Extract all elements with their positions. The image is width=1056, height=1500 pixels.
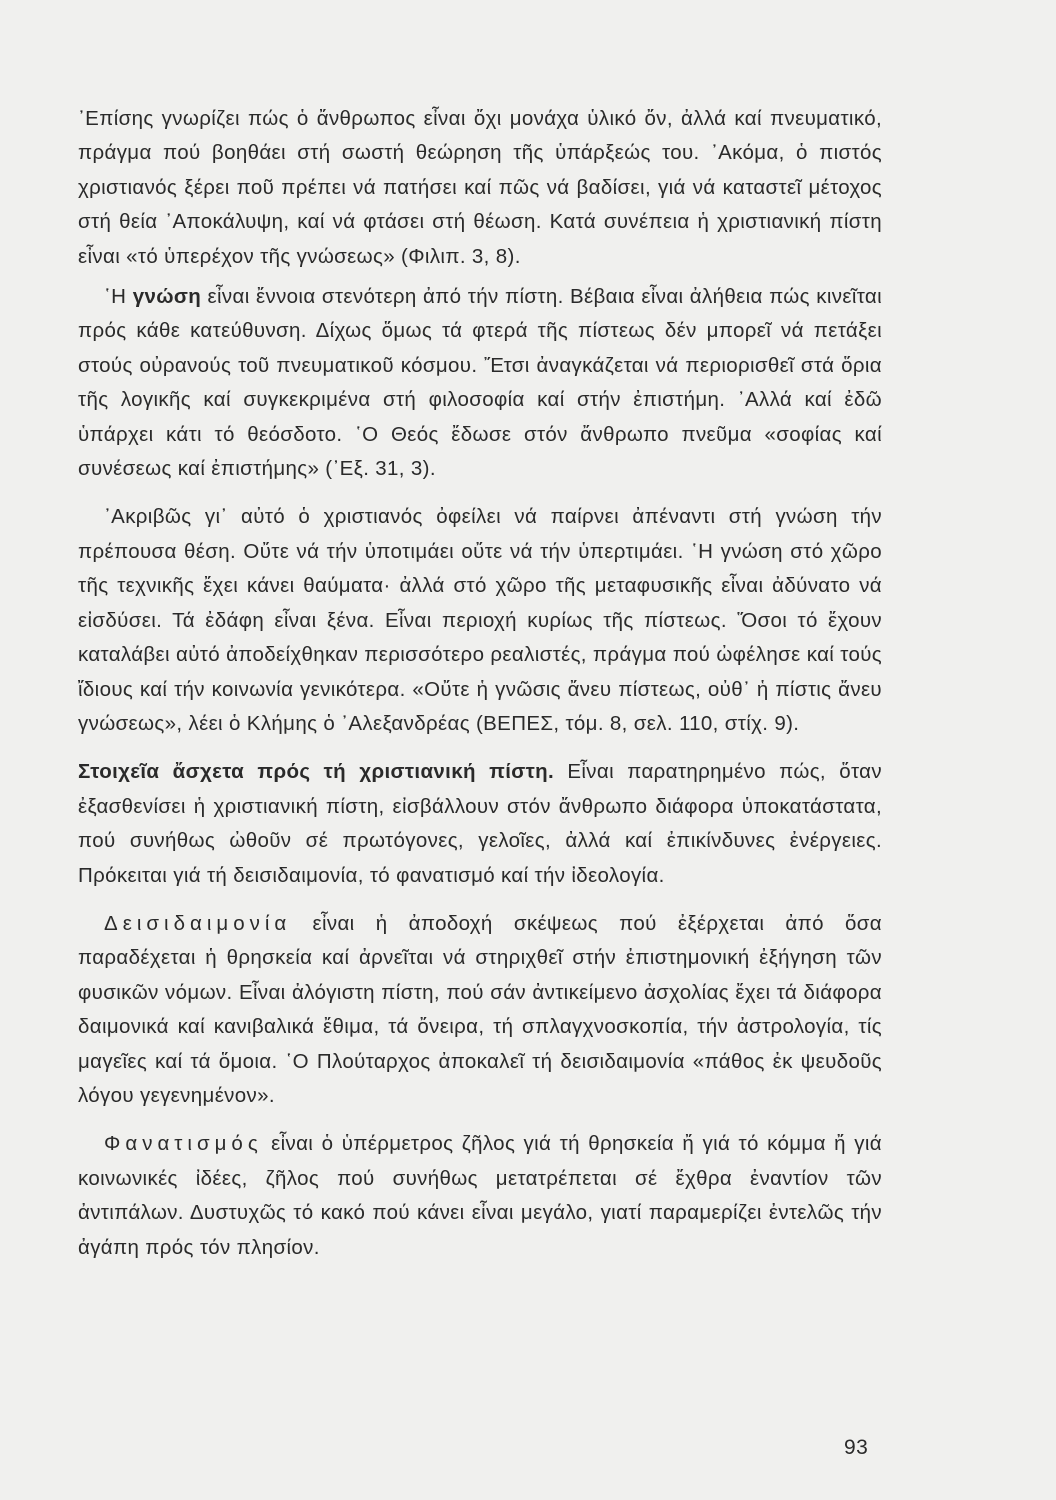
page-number: 93	[844, 1436, 869, 1459]
paragraph-2	[78, 280, 882, 486]
paragraph-5-text: εἶναι ἡ ἀποδοχή σκέψεως πού ἐξέρχεται ἀπό ὅσα παραδέχεται ἡ θρησκεία καί ἀρνεῖται νά στηριχθεῖ στήν ἐπιστημονική ἐξήγηση τῶν φυσικῶν νόμων. Εἶναι ἀλόγιστη πίστη, πού σάν ἀντικείμενο ἀσχολίας ἔχει τά διάφορα δαιμονικά καί κανιβαλικά ἔθιμα, τά ὄνειρα, τή σπλαγχνοσκοπία, τήν ἀστρολογία, τίς μαγεῖες καί τά ὅμοια. ῾Ο Πλούταρχος ἀποκαλεῖ τή δεισιδαιμονία «πάθος ἐκ ψευδοῦς λόγου γεγενημένον».	[78, 911, 882, 1107]
body-text	[78, 102, 882, 1265]
paragraph-1	[78, 102, 882, 274]
paragraph-3-text: ᾿Ακριβῶς γι᾿ αὐτό ὁ χριστιανός ὀφείλει νά παίρνει ἀπέναντι στή γνώση τήν πρέπουσα θέση. Οὔτε νά τήν ὑποτιμάει οὔτε νά τήν ὑπερτιμάει. ῾Η γνώση στό χῶρο τῆς τεχνικῆς ἔχει κάνει θαύματα· ἀλλά στό χῶρο τῆς μεταφυσικῆς εἶναι ἀδύνατο νά εἰσδύσει. Τά ἐδάφη εἶναι ξένα. Εἶναι περιοχή κυρίως τῆς πίστεως. Ὅσοι τό ἔχουν καταλάβει αὐτό ἀποδείχθηκαν περισσότερο ρεαλιστές, πράγμα πού ὠφέλησε καί τούς ἴδιους καί τήν κοινωνία γενικότερα. «Οὔτε ἡ γνῶσις ἄνευ πίστεως, οὐθ᾿ ἡ πίστις ἄνευ γνώσεως», λέει ὁ Κλήμης ὁ ᾿Αλεξανδρέας (ΒΕΠΕΣ, τόμ. 8, σελ. 110, στίχ. 9).	[78, 505, 882, 735]
paragraph-6-text: εἶναι ὁ ὑπέρμετρος ζῆλος γιά τή θρησκεία ἤ γιά τό κόμμα ἤ γιά κοινωνικές ἰδέες, ζῆλος πού συνήθως μετατρέπεται σέ ἔχθρα ἐναντίον τῶν ἀντιπάλων. Δυστυχῶς τό κακό πού κάνει εἶναι μεγάλο, γιατί παραμερίζει ἐντελῶς τήν ἀγάπη πρός τόν πλησίον.	[78, 1132, 882, 1259]
paragraph-4-text: Εἶναι παρατηρημένο πώς, ὅταν ἐξασθενίσει ἡ χριστιανική πίστη, εἰσβάλλουν στόν ἄνθρωπο διάφορα ὑποκατάστατα, πού συνήθως ὠθοῦν σέ πρωτόγονες, γελοῖες, ἀλλά καί ἐπικίνδυνες ἐνέργειες. Πρόκειται γιά τή δεισιδαιμονία, τό φανατισμό καί τήν ἰδεολογία.	[78, 760, 882, 887]
term-gnosi: γνώση	[132, 285, 202, 309]
section-heading: Στοιχεῖα ἄσχετα πρός τή χριστιανική πίστη.	[78, 760, 555, 784]
term-deisidaimonia: Δεισιδαιμονία	[104, 911, 292, 935]
paragraph-2-text: εἶναι ἔννοια στενότερη ἀπό τήν πίστη. Βέβαια εἶναι ἀλήθεια πώς κινεῖται πρός κάθε κατεύθυνση. Δίχως ὅμως τά φτερά τῆς πίστεως δέν μπορεῖ νά πετάξει στούς οὐρανούς τοῦ πνευματικοῦ κόσμου. Ἔτσι ἀναγκάζεται νά περιορισθεῖ στά ὅρια τῆς λογικῆς καί συγκεκριμένα στή φιλοσοφία καί στήν ἐπιστήμη. ᾿Αλλά καί ἐδῶ ὑπάρχει κάτι τό θεόσδοτο. ῾Ο Θεός ἔδωσε στόν ἄνθρωπο πνεῦμα «σοφίας καί συνέσεως καί ἐπιστήμης» (᾿Εξ. 31, 3).	[78, 285, 882, 481]
term-fanatismos: Φανατισμός	[104, 1132, 263, 1156]
paragraph-4	[78, 755, 882, 893]
paragraph-1-text: ᾿Επίσης γνωρίζει πώς ὁ ἄνθρωπος εἶναι ὄχι μονάχα ὑλικό ὄν, ἀλλά καί πνευματικό, πράγμα πού βοηθάει στή σωστή θεώρηση τῆς ὑπάρξεώς του. ᾿Ακόμα, ὁ πιστός χριστιανός ξέρει ποῦ πρέπει νά πατήσει καί πῶς νά βαδίσει, γιά νά καταστεῖ μέτοχος στή θεία ᾿Αποκάλυψη, καί νά φτάσει στή θέωση. Κατά συνέπεια ἡ χριστιανική πίστη εἶναι «τό ὑπερέχον τῆς γνώσεως» (Φιλιπ. 3, 8).	[78, 107, 882, 268]
paragraph-2-lead: ῾Η	[104, 285, 133, 309]
paragraph-5	[78, 907, 882, 1113]
paragraph-6	[78, 1127, 882, 1265]
paragraph-3	[78, 500, 882, 741]
